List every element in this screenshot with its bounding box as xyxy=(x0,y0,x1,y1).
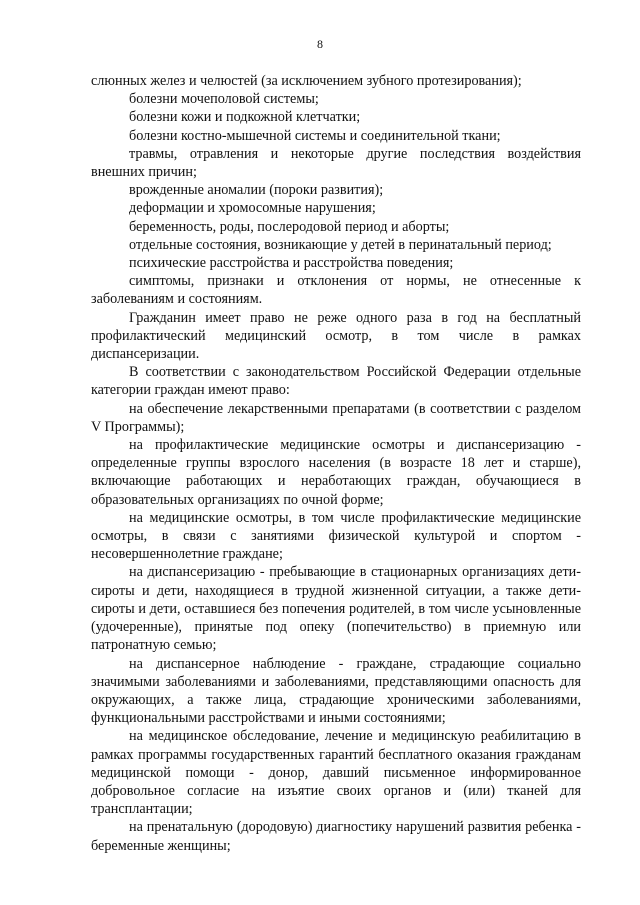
list-item: на медицинское обследование, лечение и медицинскую реабилитацию в рамках программы государственных гарантий бесплатного оказания гражданам медицинской помощи - донор, давший письменное информированное добровольное согласие на изъятие своих органов и (или) тканей для трансплантации; xyxy=(91,728,581,818)
list-item: беременность, роды, послеродовой период и аборты; xyxy=(129,218,450,235)
list-item: на обеспечение лекарственными препаратами (в соответствии с разделом V Программы); xyxy=(91,400,581,435)
document-body xyxy=(91,72,581,855)
list-item: на профилактические медицинские осмотры и диспансеризацию - определенные группы взрослого населения (в возрасте 18 лет и старше), включающие работающих и неработающих граждан, обучающиеся в образовательных организациях по очной форме; xyxy=(91,437,581,508)
page-number: 8 xyxy=(317,37,323,51)
paragraph: Гражданин имеет право не реже одного раза в год на бесплатный профилактический медицинский осмотр, в том числе в рамках диспансеризации. xyxy=(91,309,581,363)
paragraph-continuation: слюнных желез и челюстей (за исключением зубного протезирования); xyxy=(91,73,522,89)
list-item: отдельные состояния, возникающие у детей в перинатальный период; xyxy=(129,236,552,253)
list-item: врожденные аномалии (пороки развития); xyxy=(129,182,384,199)
list-item: психические расстройства и расстройства поведения; xyxy=(129,255,454,272)
list-item: на диспансерное наблюдение - граждане, страдающие социально значимыми заболеваниями и заболеваниями, представляющими опасность для окружающих, а также лица, страдающие хроническими заболеваниями, функциональными расстройствами и иными состояниями; xyxy=(91,655,581,727)
list-item: на пренатальную (дородовую) диагностику нарушений развития ребенка - беременные женщины; xyxy=(91,819,581,854)
list-item: болезни костно-мышечной системы и соединительной ткани; xyxy=(129,127,501,144)
list-item: на диспансеризацию - пребывающие в стационарных организациях дети-сироты и дети, находящиеся в трудной жизненной ситуации, а также дети-сироты и дети, оставшиеся без попечения родителей, в том числе усыновленные (удочеренные), принятые под опеку (попечительство) в приемную или патронатную семью; xyxy=(91,564,581,654)
paragraph: В соответствии с законодательством Российской Федерации отдельные категории граждан имеют право: xyxy=(91,364,581,399)
list-item: на медицинские осмотры, в том числе профилактические медицинские осмотры, в связи с занятиями физической культурой и спортом - несовершеннолетние граждане; xyxy=(91,509,581,563)
list-item: деформации и хромосомные нарушения; xyxy=(129,200,376,217)
list-item: симптомы, признаки и отклонения от нормы, не отнесенные к заболеваниям и состояниям. xyxy=(91,273,581,308)
list-item: травмы, отравления и некоторые другие последствия воздействия внешних причин; xyxy=(91,145,581,181)
list-item: болезни мочеполовой системы; xyxy=(129,91,319,108)
list-item: болезни кожи и подкожной клетчатки; xyxy=(129,109,361,126)
